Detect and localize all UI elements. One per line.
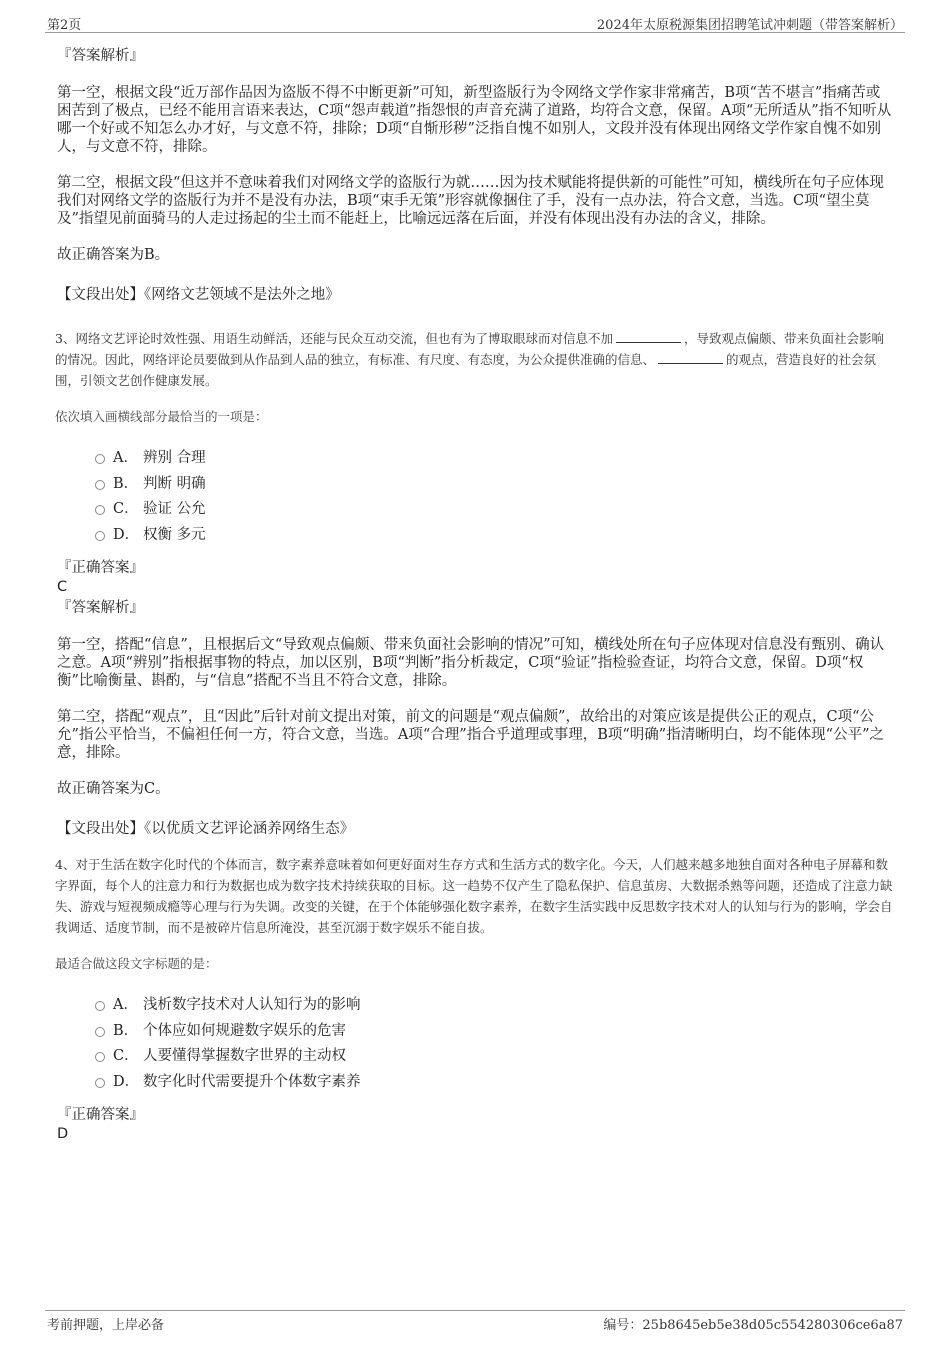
question-4-options	[95, 993, 893, 1095]
source-citation: 【文段出处】《以优质文艺评论涵养网络生态》	[57, 821, 355, 837]
option-a[interactable]: A． 浅析数字技术对人认知行为的影响	[95, 993, 893, 1019]
radio-icon[interactable]	[95, 1078, 105, 1088]
footer-slogan: 考前押题，上岸必备	[47, 1318, 165, 1333]
question-4-prompt: 最适合做这段文字标题的是：	[55, 956, 218, 971]
radio-icon[interactable]	[95, 454, 105, 464]
question-3-options	[95, 446, 893, 548]
option-a[interactable]: A． 辨别 合理	[95, 446, 893, 472]
answer-label: 『正确答案』	[57, 560, 144, 576]
answer-label: 『正确答案』	[57, 1107, 144, 1123]
answer-value: C	[57, 579, 68, 595]
option-b[interactable]: B． 个体应如何规避数字娱乐的危害	[95, 1019, 893, 1045]
option-c[interactable]: C． 人要懂得掌握数字世界的主动权	[95, 1044, 893, 1070]
radio-icon[interactable]	[95, 1027, 105, 1037]
question-4-text: 4、对于生活在数字化时代的个体而言，数字素养意味着如何更好面对生存方式和生活方式的数字化。今天，人们越来越多地独自面对各种电子屏幕和数字界面，每个人的注意力和行为数据也成为数字技术持续获取的目标。这一趋势不仅产生了隐私保护、信息茧房、大数据杀熟等问题，还造成了注意力缺失、游戏与短视频成瘾等心理与行为失调。改变的关键，在于个体能够强化数字素养，在数字生活实践中反思数字技术对人的认知与行为的影响，学会自我调适、适度节制，而不是被碎片信息所淹没，甚至沉溺于数字娱乐不能自拔。	[55, 857, 893, 935]
analysis-paragraph: 第二空，搭配“观点”，且“因此”后针对前文提出对策，前文的问题是“观点偏颇”，故给出的对策应该是提供公正的观点，C项“公允”指公平恰当，不偏袒任何一方，符合文意，当选。A项“合理”指合乎道理或事理，B项“明确”指清晰明白，均不能体现“公平”之意，排除。	[57, 709, 885, 761]
radio-icon[interactable]	[95, 480, 105, 490]
analysis-paragraph: 第一空，根据文段“近万部作品因为盗版不得不中断更新”可知，新型盗版行为令网络文学作家非常痛苦，B项“苦不堪言”指痛苦或困苦到了极点，已经不能用言语来表达，C项“怨声载道”指怨恨的声音充满了道路，均符合文意，保留。A项“无所适从”指不知听从哪一个好或不知怎么办才好，与文意不符，排除；D项“自惭形秽”泛指自愧不如别人，文段并没有体现出网络文学作家自愧不如别人，与文意不符，排除。	[57, 85, 892, 155]
analysis-paragraph: 第二空，根据文段“但这并不意味着我们对网络文学的盗版行为就……因为技术赋能将提供新的可能性”可知，横线所在句子应体现我们对网络文学的盗版行为并不是没有办法，B项“束手无策”形容就像捆住了手，没有一点办法，符合文意，当选。C项“望尘莫及”指望见前面骑马的人走过扬起的尘土而不能赶上，比喻远远落在后面，并没有体现出没有办法的含义，排除。	[57, 175, 884, 227]
analysis-label: 『答案解析』	[57, 48, 144, 64]
question-3-prompt: 依次填入画横线部分最恰当的一项是：	[55, 409, 268, 424]
source-citation: 【文段出处】《网络文艺领域不是法外之地》	[57, 287, 340, 303]
page-footer	[45, 1310, 905, 1331]
option-b[interactable]: B． 判断 明确	[95, 472, 893, 498]
page-number: 第2页	[47, 18, 82, 33]
fill-blank	[616, 330, 681, 343]
document-title: 2024年太原税源集团招聘笔试冲刺题（带答案解析）	[596, 18, 903, 33]
radio-icon[interactable]	[95, 531, 105, 541]
answer-value: D	[57, 1126, 69, 1142]
analysis-conclusion: 故正确答案为B。	[57, 247, 170, 263]
page-header	[45, 12, 905, 33]
radio-icon[interactable]	[95, 505, 105, 515]
analysis-conclusion: 故正确答案为C。	[57, 781, 170, 797]
option-c[interactable]: C． 验证 公允	[95, 497, 893, 523]
radio-icon[interactable]	[95, 1001, 105, 1011]
option-d[interactable]: D． 数字化时代需要提升个体数字素养	[95, 1070, 893, 1096]
page-content	[57, 46, 893, 1143]
document-id: 编号：25b8645eb5e38d05c554280306ce6a87	[603, 1318, 903, 1333]
fill-blank	[658, 351, 723, 364]
radio-icon[interactable]	[95, 1052, 105, 1062]
analysis-label: 『答案解析』	[57, 600, 144, 616]
option-d[interactable]: D． 权衡 多元	[95, 523, 893, 549]
question-3-text: 3、网络文艺评论时效性强、用语生动鲜活，还能与民众互动交流，但也有为了博取眼球而对信息不加 ，导致观点偏颇、带来负面社会影响的情况。因此，网络评论员要做到从作品到人品的独立，有标准、有尺度、有态度，为公众提供准确的信息、 的观点，营造良好的社会氛围，引领文艺创作健康发展。	[55, 331, 884, 388]
analysis-paragraph: 第一空，搭配“信息”，且根据后文“导致观点偏颇、带来负面社会影响的情况”可知，横线处所在句子应体现对信息没有甄别、确认之意。A项“辨别”指根据事物的特点，加以区别，B项“判断”指分析裁定，C项“验证”指检验查证，均符合文意，保留。D项“权衡”比喻衡量、斟酌，与“信息”搭配不当且不符合文意，排除。	[57, 637, 885, 689]
